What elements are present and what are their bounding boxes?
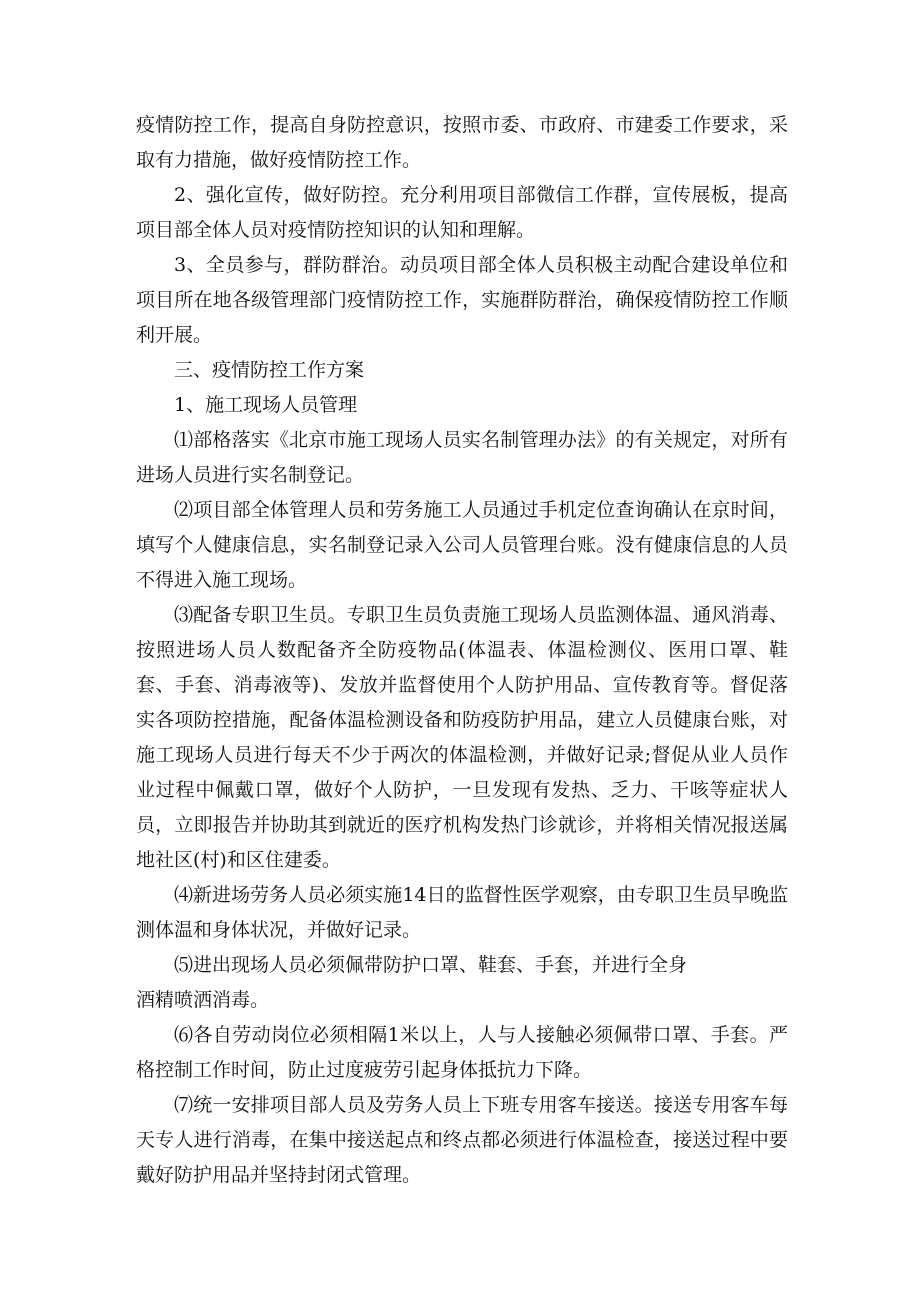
paragraph-3: 3、全员参与，群防群治。动员项目部全体人员积极主动配合建设单位和项目所在地各级管理部门疫情防控工作，实施群防群治，确保疫情防控工作顺利开展。 xyxy=(136,254,788,346)
paragraph-item-1: ⑴部格落实《北京市施工现场人员实名制管理办法》的有关规定，对所有进场人员进行实名制登记。 xyxy=(136,429,788,486)
paragraph-item-6: ⑹各自劳动岗位必须相隔1米以上，人与人接触必须佩带口罩、手套。严格控制工作时间，防止过度疲劳引起身体抵抗力下降。 xyxy=(136,1024,788,1081)
paragraph-item-4: ⑷新进场劳务人员必须实施14日的监督性医学观察，由专职卫生员早晚监测体温和身体状况，并做好记录。 xyxy=(136,884,788,941)
paragraph-item-2: ⑵项目部全体管理人员和劳务施工人员通过手机定位查询确认在京时间，填写个人健康信息，实名制登记录入公司人员管理台账。没有健康信息的人员不得进入施工现场。 xyxy=(136,499,788,591)
paragraph-item-5: ⑸进出现场人员必须佩带防护口罩、鞋套、手套，并进行全身 xyxy=(174,954,688,976)
section-heading: 三、疫情防控工作方案 xyxy=(174,359,365,381)
paragraph-item-5-continued: 酒精喷洒消毒。 xyxy=(136,989,270,1011)
paragraph-1: 疫情防控工作，提高自身防控意识，按照市委、市政府、市建委工作要求，采取有力措施，做好疫情防控工作。 xyxy=(136,114,788,171)
subsection-heading: 1、施工现场人员管理 xyxy=(174,394,358,416)
paragraph-2: 2、强化宣传，做好防控。充分利用项目部微信工作群，宣传展板，提高项目部全体人员对疫情防控知识的认知和理解。 xyxy=(136,184,788,241)
paragraph-item-3: ⑶配备专职卫生员。专职卫生员负责施工现场人员监测体温、通风消毒、按照进场人员人数配备齐全防疫物品(体温表、体温检测仪、医用口罩、鞋套、手套、消毒液等)、发放并监督使用个人防护用品、宣传教育等。督促落实各项防控措施，配备体温检测设备和防疫防护用品，建立人员健康台账，对施工现场人员进行每天不少于两次的体温检测，并做好记录;督促从业人员作业过程中佩戴口罩，做好个人防护，一旦发现有发热、乏力、干咳等症状人员，立即报告并协助其到就近的医疗机构发热门诊就诊，并将相关情况报送属地社区(村)和区住建委。 xyxy=(136,604,788,871)
document-body xyxy=(136,108,788,1193)
paragraph-item-7: ⑺统一安排项目部人员及劳务人员上下班专用客车接送。接送专用客车每天专人进行消毒，在集中接送起点和终点都必须进行体温检查，接送过程中要戴好防护用品并坚持封闭式管理。 xyxy=(136,1094,788,1186)
